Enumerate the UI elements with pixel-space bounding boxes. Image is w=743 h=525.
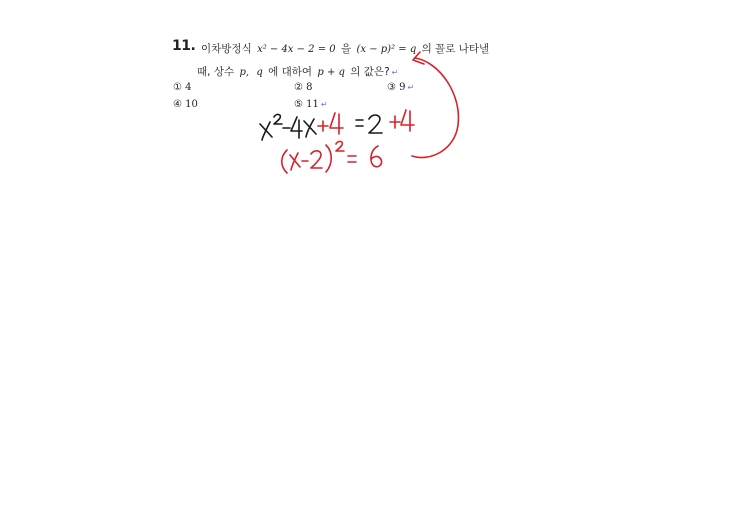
question-number: 11. [172, 38, 196, 54]
choice-5[interactable] [294, 99, 328, 110]
choice-3[interactable] [387, 82, 414, 93]
choice-3-label: ③ 9 [387, 82, 406, 93]
return-mark-icon: ↵ [320, 100, 328, 109]
variable-q: q [256, 67, 263, 78]
handwritten-line-1 [260, 110, 414, 140]
question-line-2 [197, 64, 398, 79]
handwritten-line-2 [282, 141, 382, 173]
return-mark-icon: ↵ [407, 83, 415, 92]
question-text: 이차방정식 [201, 43, 252, 55]
question-text: 에 대하여 [268, 66, 313, 78]
question-text-suffix: 의 값은? [350, 66, 390, 78]
return-mark-icon: ↵ [391, 68, 399, 77]
choice-4[interactable]: ④ 10 [173, 99, 198, 110]
red-arrow-annotation [412, 52, 458, 158]
equation-completed-square: (x − p)² = q [356, 44, 417, 55]
equation-quadratic: x² − 4x − 2 = 0 [257, 44, 336, 55]
question-text-suffix: 의 꼴로 나타낼 [421, 43, 490, 55]
question-line-1 [201, 41, 489, 56]
question-particle: 을 [341, 43, 352, 55]
choice-2[interactable]: ② 8 [294, 82, 313, 93]
expression-p-plus-q: p + q [317, 67, 345, 78]
question-text: 때, 상수 [197, 66, 235, 78]
choice-1[interactable]: ① 4 [173, 82, 192, 93]
variable-p: p, [239, 67, 250, 78]
choice-5-label: ⑤ 11 [294, 99, 319, 110]
